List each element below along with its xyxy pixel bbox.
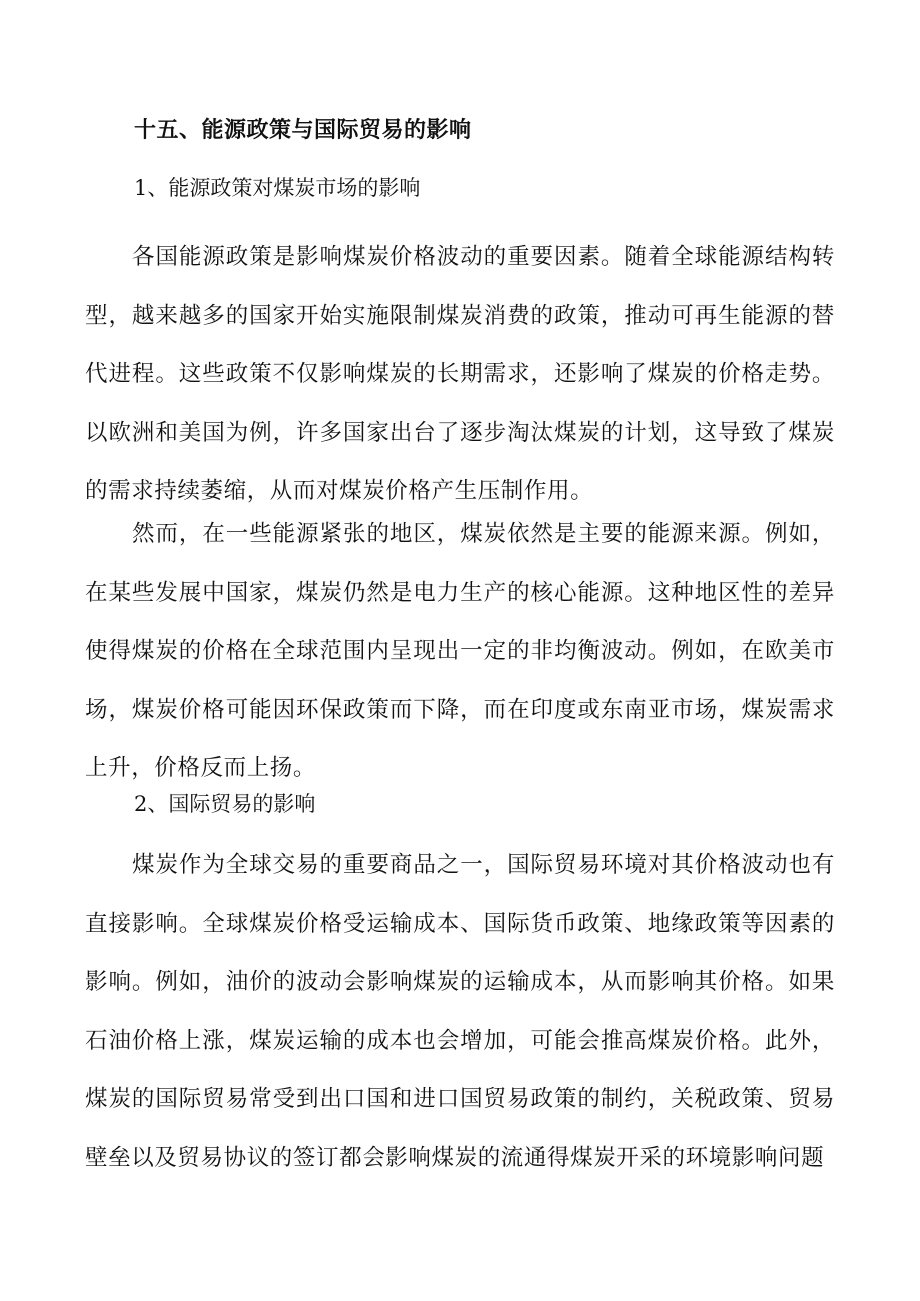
paragraph-3: 煤炭作为全球交易的重要商品之一，国际贸易环境对其价格波动也有直接影响。全球煤炭价格受运输成本、国际货币政策、地缘政策等因素的影响。例如，油价的波动会影响煤炭的运输成本，从而影响其价格。如果石油价格上涨，煤炭运输的成本也会增加，可能会推高煤炭价格。此外，煤炭的国际贸易常受到出口国和进口国贸易政策的制约，关税政策、贸易壁垒以及贸易协议的签订都会影响煤炭的流通得煤炭开采的环境影响问题 — [85, 852, 835, 1171]
paragraph-1: 各国能源政策是影响煤炭价格波动的重要因素。随着全球能源结构转型，越来越多的国家开始实施限制煤炭消费的政策，推动可再生能源的替代进程。这些政策不仅影响煤炭的长期需求，还影响了煤炭的价格走势。以欧洲和美国为例，许多国家出台了逐步淘汰煤炭的计划，这导致了煤炭的需求持续萎缩，从而对煤炭价格产生压制作用。 — [85, 244, 835, 504]
paragraph-2: 然而，在一些能源紧张的地区，煤炭依然是主要的能源来源。例如，在某些发展中国家，煤炭仍然是电力生产的核心能源。这种地区性的差异使得煤炭的价格在全球范围内呈现出一定的非均衡波动。例如，在欧美市场，煤炭价格可能因环保政策而下降，而在印度或东南亚市场，煤炭需求上升，价格反而上扬。 — [85, 521, 835, 781]
subsection-2-title: 2、国际贸易的影响 — [134, 792, 316, 816]
section-title: 十五、能源政策与国际贸易的影响 — [134, 117, 472, 143]
subsection-1-title: 1、能源政策对煤炭市场的影响 — [134, 176, 421, 200]
